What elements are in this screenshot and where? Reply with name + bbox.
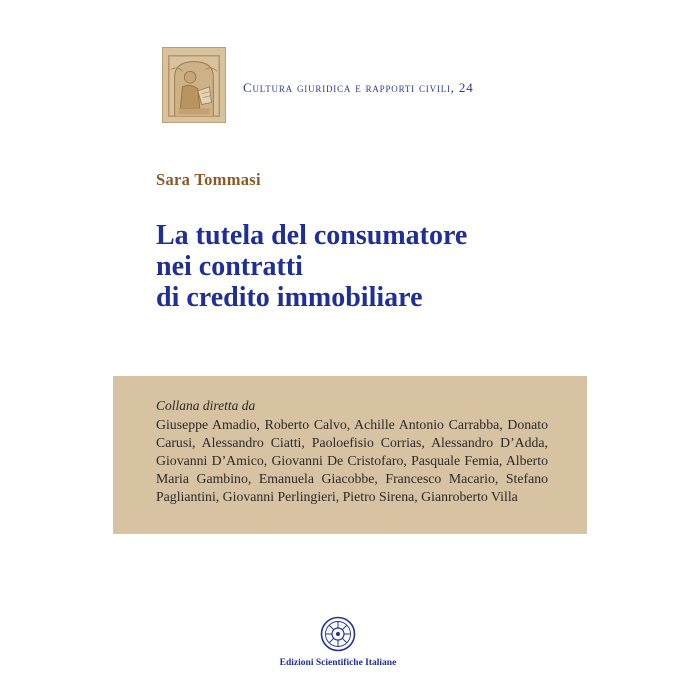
author-name: Sara Tommasi: [156, 170, 261, 189]
book-cover: [113, 12, 587, 688]
publisher-seal-icon: [320, 616, 356, 652]
book-title: [156, 220, 467, 313]
book-title-line: nei contratti: [156, 251, 303, 282]
publisher-name: Edizioni Scientifiche Italiane: [279, 658, 397, 668]
editors-band: [113, 376, 587, 534]
series-title: Cultura giuridica e rapporti civili, 24: [243, 80, 474, 95]
series-directors: Giuseppe Amadio, Roberto Calvo, Achille Antonio Carrabba, Donato Carusi, Alessandro Ciatti, Paoloefisio Corrias, Alessandro D’Adda, Giovanni D’Amico, Giovanni De Cristofaro, Pasquale Femia, Alberto Maria Gambino, Emanuela Giacobbe, Francesco Macario, Stefano Pagliantini, Giovanni Perlingieri, Pietro Sirena, Gianroberto Villa: [156, 417, 548, 504]
book-title-line: di credito immobiliare: [156, 282, 423, 313]
fresco-image: [162, 47, 226, 123]
book-title-line: La tutela del consumatore: [156, 220, 468, 251]
collana-label: Collana diretta da: [156, 398, 256, 413]
